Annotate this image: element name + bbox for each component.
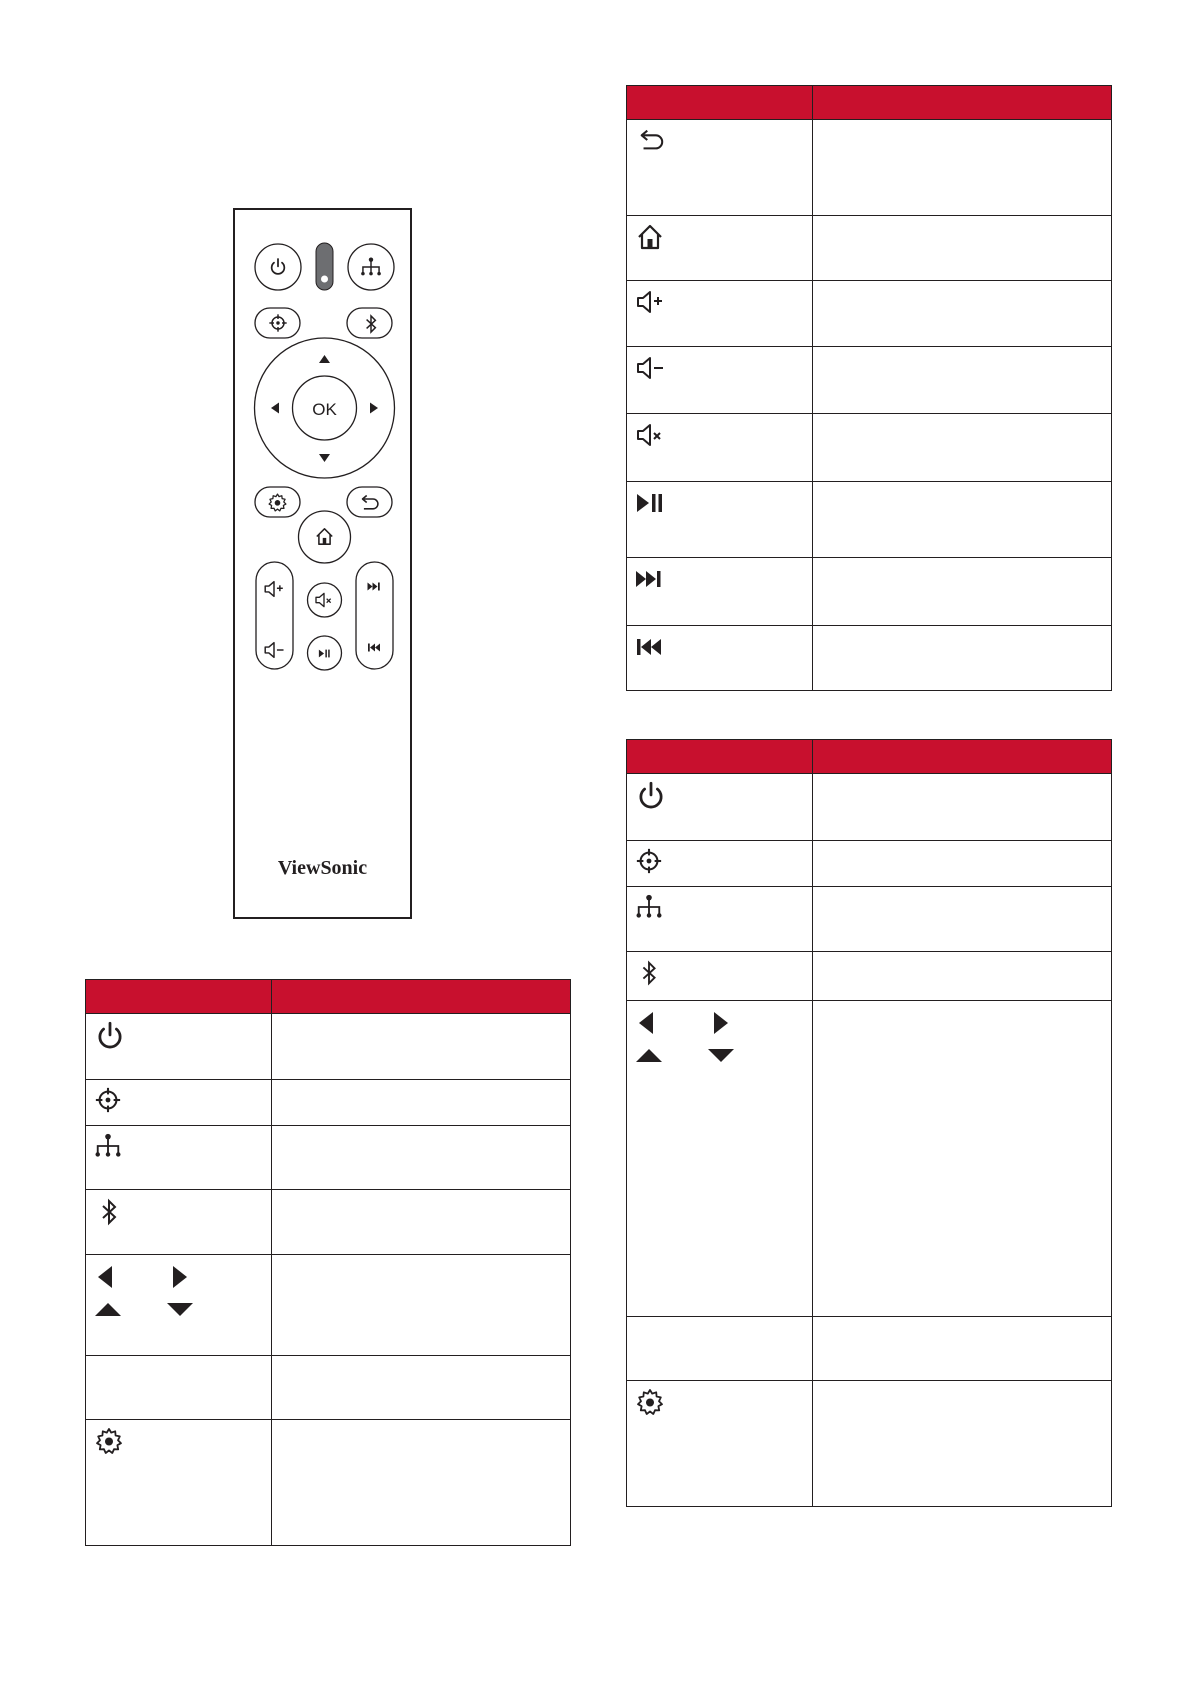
left-arrow-icon bbox=[639, 1012, 653, 1034]
key-table-right-top bbox=[626, 85, 1112, 691]
remote-play-pause-button bbox=[308, 636, 342, 670]
down-arrow-icon bbox=[708, 1049, 734, 1062]
power-icon bbox=[94, 1020, 126, 1052]
volume-up-icon bbox=[635, 287, 665, 317]
brand-logo: ViewSonic bbox=[277, 857, 368, 879]
table-row bbox=[86, 1356, 571, 1420]
source-icon bbox=[94, 1132, 122, 1160]
table-row bbox=[86, 1080, 571, 1126]
table-row bbox=[627, 558, 1112, 626]
volume-down-icon bbox=[635, 353, 665, 383]
table-header-row bbox=[627, 86, 1112, 120]
arrows-icon bbox=[94, 1261, 204, 1331]
back-icon bbox=[635, 126, 667, 154]
remote-ok-label: OK bbox=[312, 400, 337, 419]
remote-right-arrow bbox=[370, 403, 378, 414]
up-arrow-icon bbox=[95, 1303, 121, 1316]
arrows-icon bbox=[635, 1007, 745, 1077]
previous-icon bbox=[635, 632, 665, 662]
bluetooth-icon bbox=[94, 1196, 124, 1228]
table-row bbox=[627, 952, 1112, 1001]
table-row bbox=[86, 1126, 571, 1190]
next-icon bbox=[635, 564, 665, 594]
remote-left-arrow bbox=[271, 403, 279, 414]
table-row bbox=[627, 1381, 1112, 1507]
remote-control-illustration bbox=[233, 208, 412, 919]
table-row bbox=[627, 347, 1112, 414]
table-row bbox=[627, 120, 1112, 216]
table-row bbox=[627, 1317, 1112, 1381]
settings-icon bbox=[94, 1426, 124, 1456]
mute-icon bbox=[635, 420, 665, 450]
focus-icon bbox=[635, 847, 663, 875]
table-row bbox=[627, 887, 1112, 952]
home-icon bbox=[635, 222, 665, 252]
table-row bbox=[86, 1190, 571, 1255]
table-row bbox=[627, 841, 1112, 887]
down-arrow-icon bbox=[167, 1303, 193, 1316]
source-icon bbox=[635, 893, 663, 921]
right-arrow-icon bbox=[714, 1012, 728, 1034]
key-table-right-bottom bbox=[626, 739, 1112, 1507]
remote-down-arrow bbox=[319, 454, 330, 462]
remote-led bbox=[316, 243, 333, 290]
table-row bbox=[627, 1001, 1112, 1317]
table-row bbox=[86, 1014, 571, 1080]
table-row bbox=[627, 216, 1112, 281]
remote-home-button bbox=[299, 511, 351, 563]
up-arrow-icon bbox=[636, 1049, 662, 1062]
focus-icon bbox=[94, 1086, 122, 1114]
table-header-row bbox=[627, 740, 1112, 774]
table-row bbox=[627, 626, 1112, 691]
remote-up-arrow bbox=[319, 355, 330, 363]
table-row bbox=[627, 482, 1112, 558]
table-row bbox=[627, 774, 1112, 841]
settings-icon bbox=[635, 1387, 665, 1417]
power-icon bbox=[635, 780, 667, 812]
remote-back-button bbox=[347, 487, 392, 517]
table-header-row bbox=[86, 980, 571, 1014]
bluetooth-icon bbox=[635, 958, 663, 988]
left-arrow-icon bbox=[98, 1266, 112, 1288]
table-row bbox=[627, 281, 1112, 347]
key-table-left bbox=[85, 979, 571, 1546]
table-row bbox=[86, 1420, 571, 1546]
right-arrow-icon bbox=[173, 1266, 187, 1288]
table-row bbox=[86, 1255, 571, 1356]
table-row bbox=[627, 414, 1112, 482]
remote-skip-rocker bbox=[356, 562, 393, 669]
play-pause-icon bbox=[635, 488, 665, 518]
